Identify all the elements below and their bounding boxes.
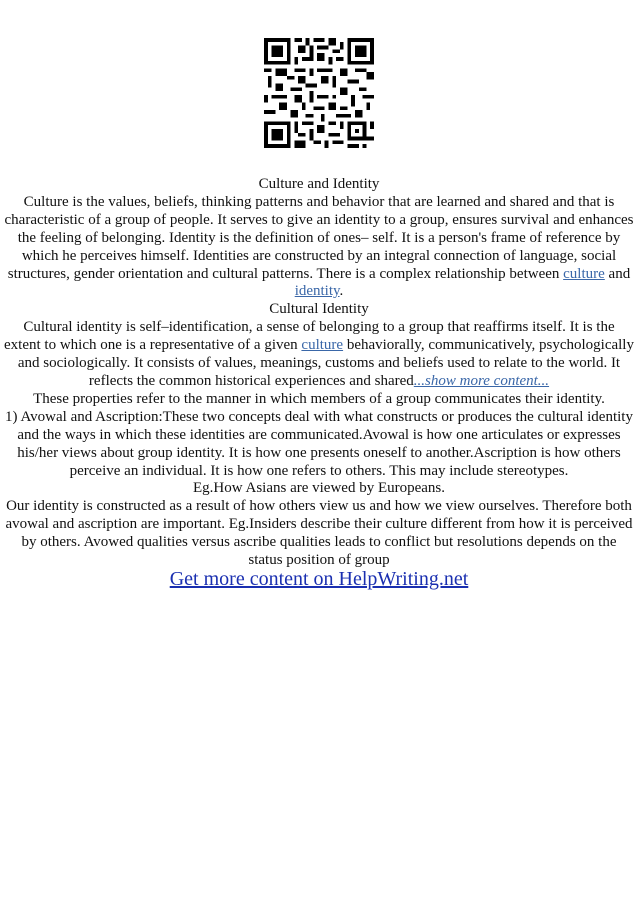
paragraph-text: Cultural identity is self–identification, a sense of belonging to a group that reaffirms itself. It is the extent to which one is a representative of a given bbox=[4, 319, 615, 354]
document-body bbox=[0, 176, 638, 570]
paragraph-properties: These properties refer to the manner in which members of a group communicates their identity. bbox=[33, 390, 605, 407]
get-more-content-link[interactable]: Get more content on HelpWriting.net bbox=[169, 568, 469, 590]
paragraph-cultural-identity bbox=[0, 319, 638, 391]
culture-link-2[interactable]: culture bbox=[301, 337, 344, 354]
paragraph-text: behaviorally, communicatively, psychologically and sociologically. It consists of values, meanings, customs and beliefs used to relate to the world. It reflects the common historical experiences and shared bbox=[17, 337, 634, 389]
paragraph-example: Eg.How Asians are viewed by Europeans. bbox=[192, 480, 446, 497]
culture-link[interactable]: culture bbox=[563, 265, 605, 282]
section-subtitle: Cultural Identity bbox=[269, 301, 369, 318]
show-more-link[interactable]: ...show more content... bbox=[413, 372, 550, 389]
document-title: Culture and Identity bbox=[258, 176, 380, 192]
paragraph-text: Culture is the values, beliefs, thinking patterns and behavior that are learned and shared and that is characteristic of a group of people. It serves to give an identity to a group, ensures survival and enhances the feeling of belonging. Identity is the definition of ones– self. It is a person's frame of reference by which he perceives himself. Identities are constructed by an integral connection of language, social structures, gender orientation and cultural patterns. There is a complex relationship between bbox=[4, 193, 634, 282]
paragraph-text: and bbox=[604, 265, 631, 282]
paragraph-text: . bbox=[339, 283, 344, 300]
identity-link[interactable]: identity bbox=[294, 283, 340, 300]
paragraph-conclusion: Our identity is constructed as a result of how others view us and how we view ourselves. Therefore both avowal and ascription are important. Eg.Insiders describe their culture different from how it is perceived by others. Avowed qualities versus ascribe qualities leads to conflict but resolutions depends on the status position of group bbox=[5, 498, 633, 569]
paragraph-culture-identity bbox=[0, 194, 638, 301]
qr-code-icon bbox=[264, 38, 374, 148]
paragraph-avowal-ascription: 1) Avowal and Ascription:These two concepts deal with what constructs or produces the cultural identity and the ways in which these identities are communicated.Avowal is how one articulates or expresses his/her views about group identity. It is how one presents oneself to another.Ascription is how others perceive an individual. It is how one refers to others. This may include stereotypes. bbox=[5, 408, 633, 479]
